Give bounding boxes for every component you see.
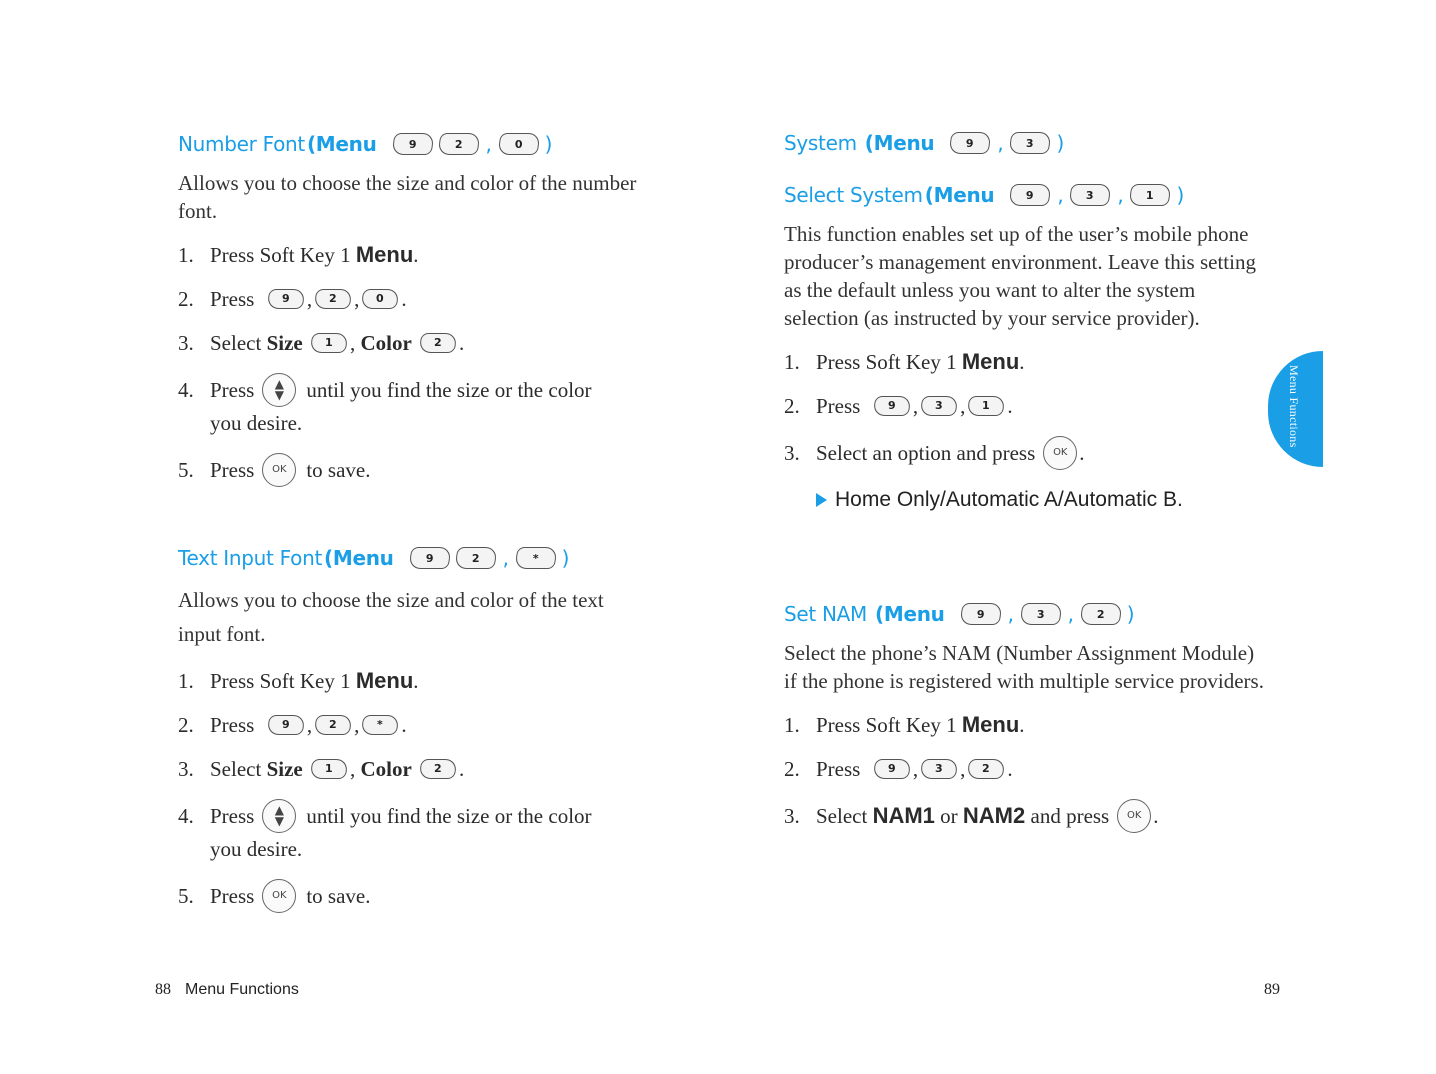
key-9-icon: 9 [949,132,992,154]
left-footer [155,981,299,999]
menu-word: (Menu [924,183,995,207]
ok-key-icon: OK [262,879,296,913]
step-2: 2. Press 9 , 2 , 0 . [178,287,407,311]
side-tab-label: Menu Functions [1287,365,1301,448]
menu-word: (Menu [324,546,394,570]
key-2-icon: 2 [437,133,480,155]
key-1-icon: 1 [1129,184,1172,206]
step-3: 3. Select Size 1 , Color 2 . [178,757,465,781]
system-heading: System (Menu 9 , 3 ) [784,131,1064,155]
step-4: 4. Press ▲ ▼ until you find the size or the color [178,799,648,833]
step-2: 2. Press 9 , 3 , 2 . [784,757,1013,781]
key-star-icon: * [514,547,557,569]
system-title: System [784,131,857,155]
step-5: 5. Press OK to save. [178,453,648,487]
key-9-icon: 9 [391,133,434,155]
option-list-item: Home Only/Automatic A/Automatic B. [816,488,1264,512]
key-2-icon: 2 [419,333,458,353]
key-2-icon: 2 [314,715,353,735]
key-0-icon: 0 [497,133,540,155]
text-input-font-description: Allows you to choose the size and color of the text input font. [178,588,604,646]
key-9-icon: 9 [408,547,451,569]
number-font-section [178,127,648,487]
step-1: 1. Press Soft Key 1 Menu . [178,668,419,693]
key-1-icon: 1 [310,333,349,353]
page-number: 89 [1264,981,1280,998]
set-nam-heading: Set NAM (Menu 9 , 3 , 2 ) [784,602,1135,626]
key-9-icon: 9 [266,715,305,735]
key-9-icon: 9 [959,603,1002,625]
step-5: 5. Press OK to save. [178,879,648,913]
key-3-icon: 3 [920,759,959,779]
key-3-icon: 3 [1009,132,1052,154]
key-3-icon: 3 [1019,603,1062,625]
step-2: 2. Press 9 , 2 , * . [178,713,407,737]
system-section [784,126,1264,160]
step-2: 2. Press 9 , 3 , 1 . [784,394,1013,418]
navigation-key-icon: ▲ ▼ [262,799,296,833]
key-9-icon: 9 [872,759,911,779]
right-page [718,0,1436,1074]
step-1: 1. Press Soft Key 1 Menu . [784,349,1025,374]
key-9-icon: 9 [1009,184,1052,206]
step-1: 1. Press Soft Key 1 Menu . [784,712,1025,737]
key-star-icon: * [361,715,400,735]
number-font-description: Allows you to choose the size and color of the number font. [178,171,637,223]
select-system-description: This function enables set up of the user’s mobile phone producer’s management environment. Leave this setting as the default unless you want to alter the system selection (as instructed by your service provider). [784,222,1256,330]
set-nam-description: Select the phone’s NAM (Number Assignment Module) if the phone is registered with multiple service providers. [784,641,1264,693]
right-footer [1264,981,1294,999]
key-3-icon: 3 [1069,184,1112,206]
key-0-icon: 0 [361,289,400,309]
key-9-icon: 9 [872,396,911,416]
menu-word: (Menu [875,602,945,626]
key-1-icon: 1 [967,396,1006,416]
step-3: 3. Select NAM1 or NAM2 and press OK . [784,799,1264,833]
key-2-icon: 2 [314,289,353,309]
key-2-icon: 2 [419,759,458,779]
key-2-icon: 2 [454,547,497,569]
select-system-title: Select System [784,183,923,207]
select-system-heading: Select System (Menu 9 , 3 , 1 ) [784,183,1184,207]
select-system-section [784,178,1264,512]
text-input-font-heading: Text Input Font (Menu 9 2 , * ) [178,546,570,570]
text-input-font-title: Text Input Font [178,546,322,570]
page-number: 88 [155,981,171,998]
key-9-icon: 9 [266,289,305,309]
key-3-icon: 3 [920,396,959,416]
step-4-continued: you desire. [210,411,303,435]
number-font-title: Number Font [178,132,305,156]
menu-word: (Menu [864,131,935,155]
menu-word: (Menu [306,132,377,156]
text-input-font-section [178,541,648,913]
key-1-icon: 1 [310,759,349,779]
step-4-continued: you desire. [210,837,303,861]
ok-key-icon: OK [1117,799,1151,833]
set-nam-title: Set NAM [784,602,867,626]
key-2-icon: 2 [967,759,1006,779]
set-nam-section [784,597,1264,833]
step-3: 3. Select an option and press OK . [784,436,1264,470]
step-4: 4. Press ▲ ▼ until you find the size or the color [178,373,648,407]
ok-key-icon: OK [262,453,296,487]
key-2-icon: 2 [1079,603,1122,625]
navigation-key-icon: ▲ ▼ [262,373,296,407]
step-3: 3. Select Size 1 , Color 2 . [178,331,465,355]
footer-label: Menu Functions [185,981,299,998]
ok-key-icon: OK [1043,436,1077,470]
number-font-heading: Number Font (Menu 9 2 , 0 ) [178,132,553,156]
step-1: 1. Press Soft Key 1 Menu . [178,242,419,267]
bullet-arrow-icon [816,493,827,507]
